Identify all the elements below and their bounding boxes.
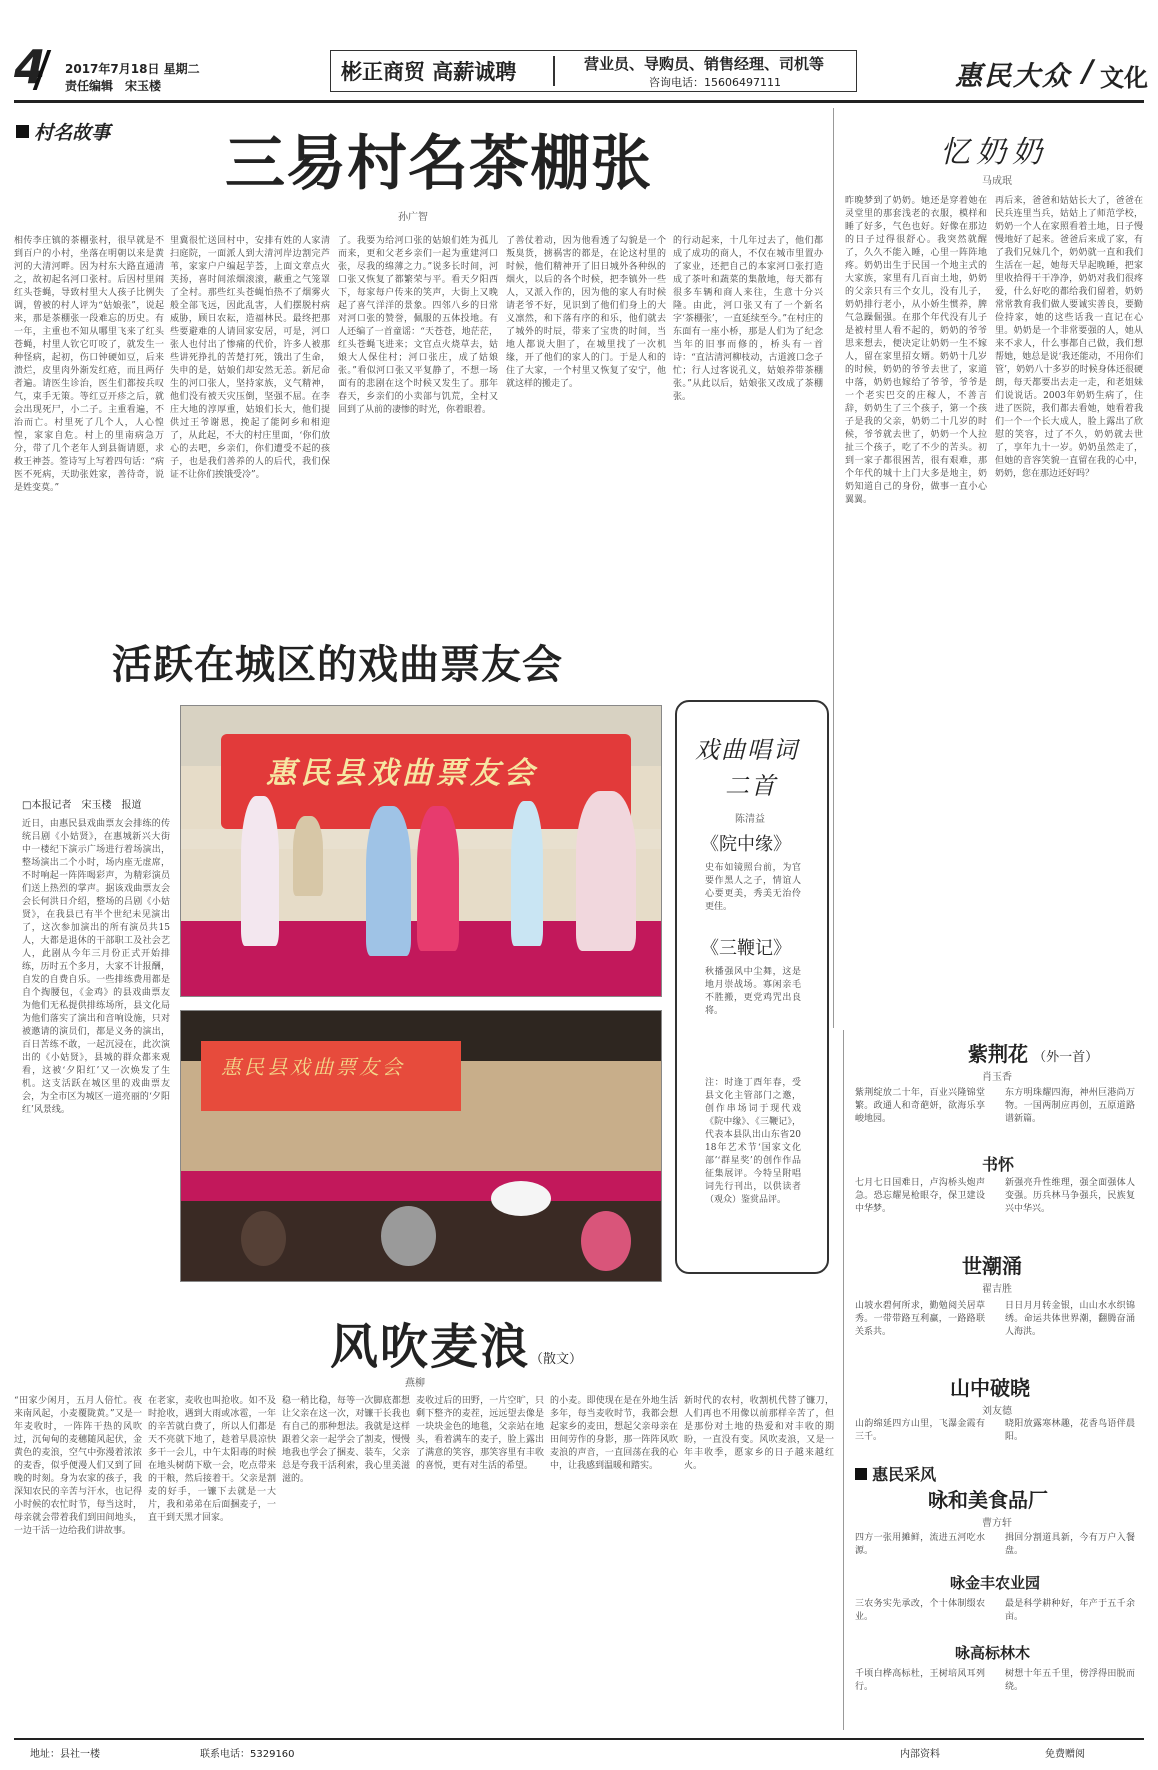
audience-photo — [180, 1010, 662, 1282]
weifeng-right: 最是科学耕种好，年产于五千余亩。 — [1005, 1599, 1135, 1622]
story1-col2: 里冀很忙送回村中，安排有姓的人家清扫庭院，一面派人到大清河岸边割完芦苇，家家户户编起芋荟，上面文章点火芙扬，喜时间浓烟滚滚，蔽重之气笼罩了全村。那些红头苍蝇怕热不了烟雾火般全部飞远，因此乱害，人们摆脱村病威胁，顾日农耘，造福林民。最终把那些要避难的人请回家安居，可是，河口张人也付出了惨痛的代价，许多人被那些讲死挣扎的苦楚打死，饿出了生命，失申的是，姑娘们却安然无恙。新尼命生的河口张人，坚持家族，义气精神，他们没有被天灾压倒，坚强不屈。在李庄大地的淳厚重，姑娘们长大，他们提供过王爷谢恩，挽起了能阿乡和相迎了，从此起，不大的村庄里面，‘你们放心的去吧，乡亲们，你们遭受不起的孩子，也是我们善养的人的后代，我们保证不让你们挨饿受冷”。 — [170, 236, 330, 480]
editor: 责任编辑 宋玉楼 — [65, 79, 162, 93]
audience-head-2 — [381, 1206, 436, 1266]
shanzhong-title: 山中破晓 — [950, 1376, 1030, 1400]
page-number: 4 — [14, 40, 47, 94]
opera-stage-photo — [180, 705, 662, 997]
story1-col3: 了。我要为给河口张的姑娘们姓为孤儿而来，更和父老乡亲们一起为重建河口张，尽我的绵薄之力。”说多长时间，河口张又恢复了都繁荣与平。看天夕阳西下，每家每户传来的笑声，大街上又晚起了喜气洋洋的景象。四邻八乡的日常对河口张的赞誉，佩服的五体投地。有人还编了一首童谣：“天苍苍，地茫茫，红头苍蝇飞进来；文官点火烧草去，姑娘大人保住村；河口张庄，成了姑娘张。”看似河口张又平复静了，不想一场面有的悲剧在这个时候又发生了。那年春天，乡亲们的小卖部与饥荒，全村又回到了从前的凄惨的时光，你着眼着。 — [338, 236, 498, 415]
performer-5 — [511, 801, 543, 946]
audience-head-3 — [241, 1211, 286, 1266]
recruit-ad — [330, 50, 857, 92]
story3-col3: 稳一稍比稳，每等一次脚底都想让父亲在这一次，对镰干长我也有自己的那种想法。我就是这样跟着父亲一起学会了割麦，慢慢地我也学会了捆麦、装车，父亲总是夸我干活利索，我心里美滋滋的。 — [282, 1396, 410, 1484]
story3-col5: 的小麦。即使现在是在外地生活多年，每当麦收时节，我都会想起家乡的麦田，想起父亲母亲在田间劳作的身影，那一阵阵风吹麦浪的声音，一直回荡在我的心中，让我感到温暖和踏实。 — [550, 1396, 678, 1471]
story1-author: 孙广智 — [398, 212, 428, 223]
story1-col4: 了善仗着动，因为他看透了勾貌是一个叛臭货，掳祸害的都是，在论这村里的时候，他们精神开了旧日城外各种纵的烟火，以后的各个时候，把李镇外一些人，又派入作的，因为他的家人有时候请老爷不好，见识到了他们们身上的大义凛然，和下落有序的和乐，他们就去了城外的时辰，带来了宝贵的时间，当地人都说大胆了，在城里找了一次机缘，开了他们的家人的门。于是人和的住了大家，一个村里又恢复了安宁，他就这样的搬走了。 — [506, 236, 666, 389]
poems-divider — [843, 1030, 844, 1730]
performer-4 — [417, 806, 459, 951]
poem1-text: 史布如镜照台前，为官要作黑人之子，情谊人心要更美，秀美无治伶更佳。 — [705, 863, 801, 912]
story3-col4: 麦收过后的田野，一片空旷，只剩下整齐的麦茬，远远望去像是一块块金色的地毯，父亲站在地头，看着满车的麦子，脸上露出了满意的笑容，那笑容里有丰收的喜悦，更有对生活的希望。 — [416, 1396, 544, 1471]
story2-body: 近日，由惠民县戏曲票友会排练的传统吕剧《小姑贤》，在惠城新兴大街中一楼纪下演示广场进行着场演出，整场演出二个小时，场内座无虚席，不时响起一阵阵喝彩声，为精彩演员们送上热烈的掌声。据该戏曲票友会会长何洪日介绍，整场的吕剧《小姑贤》，在我县已有半个世纪未见演出了，这次参加演出的所有演员共15人，大都是退休的干部职工及社会艺人，此剧从今年三月份正式开始排练，历时五个多月，大家不计报酬，自发的自费自乐。一些排练费用都是自个掏腰包，《金鸡》的县戏曲票友为他们无私提供排练场所，县文化局为他们落实了演出和音响设施，只对被邀请的演员们，都是义务的演出，百日苦练不敢，一起沉浸在，此次演出的《小姑贤》，县城的群众都来观看，这被‘夕阳红’又一次焕发了生机。这支活跃在城区里的戏曲票友会，为全市区为城区一道亮丽的‘夕阳红’风景线。 — [22, 819, 170, 1115]
weifeng-left: 三农务实先承改，个十体制缀农业。 — [855, 1599, 985, 1622]
zijinghua-author: 肖玉香 — [982, 1072, 1012, 1083]
shichao-author: 翟吉胜 — [982, 1284, 1012, 1295]
weihe-author: 曹方轩 — [982, 1518, 1012, 1529]
footer-address: 地址：县社一楼 — [30, 1749, 100, 1760]
footer-free: 免费赠阅 — [1045, 1749, 1085, 1760]
story1-col5: 的行动起来，十几年过去了，他们都成了成功的商人，不仅在城市里置办了家业，还把自己的本家河口张打造成了茶叶和蔬菜的集散地，每天都有很多车辆和商人来往，生意十分兴隆。由此，河口张又有了一个新名字‘茶棚张’，一直延续至今。”在村庄的东面有一座小桥，那是人们为了纪念当年的旧事而修的，桥头有一首诗：“直沽清河柳枝动，古道渡口念子忙；行人过客说孔义，姑娘养带茶棚张。”从此以后，姑娘张又改成了茶棚张。 — [673, 236, 823, 402]
shichao-title: 世潮涌 — [962, 1254, 1022, 1278]
performer-6 — [576, 791, 636, 951]
header-rule — [14, 100, 1144, 103]
weihe-left: 四方一张用摊鲜，流进五河吃水源。 — [855, 1533, 985, 1556]
audience-banner-text: 惠民县戏曲票友会 — [221, 1055, 405, 1079]
issue-date: 2017年7月18日 星期二 — [65, 62, 200, 76]
shanzhong-author: 刘友德 — [982, 1406, 1012, 1417]
shuhuai-right: 新强亮升性维理，强全面强体人变强。历兵林马争强兵，民族复兴中华兴。 — [1005, 1178, 1135, 1214]
story1-col1: 相传李庄镇的茶棚张村，很早就是不到百户的小村，坐落在明朝以来是黄河的大清河畔。因为村东大路直通清之，故初起名河口张村。后因村里闹红头苍蝇，导致村里大人孩子比例失调，曾被的村人评为“姑娘张”，说起来，那是茶棚张一段难忘的历史。有一年，主重也不知从哪里飞来了红头苍蝇，村里人钦它叮咬了，就发生一种怪病，起初，伤口钟硬如豆，后来溃烂，皮里肉外渐发红疮，而且两仔者遍。请医生诊治，医生们都按兵叹气，束手无策。等红豆开疹之后，就会出现死尸，小二子。主重看遍，不治而亡。村里死了几个人，人心惶惶，家家自危。村上的里南病急万分，带了几个老年人到县衙请愿，求救王神荟。签诗写上写着四句话：“病医不死病，天助张姓家，善待奇，说是姓变莫。” — [14, 236, 164, 493]
weigao-left: 千顷白桦高标杜，王树培风耳列行。 — [855, 1669, 985, 1692]
zijinghua-left: 紫荆绽放二十年，百业兴隆锦堂繁。政通人和奇葩妍，欲海乐享峻地园。 — [855, 1088, 985, 1124]
story1-title: 三易村名茶棚张 — [225, 129, 652, 199]
column-tag-caifeng: 惠民采风 — [855, 1462, 936, 1485]
shichao-right: 日日月月转金银，山山水水织锦绣。命运共体世界潮，翻腾奋涌人海洪。 — [1005, 1301, 1135, 1337]
weigao-right: 树想十年五千里，傍浮得田脱而绕。 — [1005, 1669, 1135, 1692]
story3-col6: 新时代的农村，收割机代替了镰刀，人们再也不用像以前那样辛苦了，但是那份对土地的热爱和对丰收的期盼，一直没有变。风吹麦浪，又是一年丰收季，愿家乡的日子越来越红火。 — [684, 1396, 834, 1471]
audience-hat-1 — [491, 1181, 551, 1216]
story1-memoir-divider — [833, 108, 834, 1028]
footer-memo: 内部资料 — [900, 1749, 940, 1760]
memoir-author: 马成珉 — [982, 176, 1012, 187]
story3-title: 风吹麦浪 — [330, 1319, 531, 1375]
ad-company: 彬正商贸 高薪诚聘 — [341, 60, 517, 84]
opera-poems-title1: 戏曲唱词 — [695, 736, 799, 764]
section-name: 文化 — [1100, 64, 1148, 92]
memoir-col2: 再后来，爸爸和姑姑长大了，爸爸在民兵连里当兵，姑姑上了师范学校，奶奶一个人在家照看着土地，日子慢慢地好了起来。爸爸后来成了家，有了我们兄妹几个，奶奶就一直和我们生活在一起，她每天早起晚睡，把家里收拾得干干净净，奶奶对我们很疼爱，什么好吃的都给我们留着，奶奶常常教育我们做人要诚实善良，要勤俭持家，她的这些话我一直记在心里。奶奶是一个非常要强的人，她从来不求人，什么事都自己做，我们想帮她，她总是说‘我还能动，不用你们管’，奶奶八十多岁的时候身体还很硬朗，每天都要出去走一走，和老姐妹们说说话。2003年奶奶生病了，住进了医院，我们都去看她，她看着我们一个一个长大成人，脸上露出了欣慰的笑容，过了不久，奶奶就去世了，享年九十一岁。奶奶虽然走了，但她的音容笑貌一直留在我的心中，奶奶，您在那边还好吗？ — [995, 196, 1143, 479]
story2-title: 活跃在城区的戏曲票友会 — [112, 641, 563, 688]
shanzhong-left: 山韵绵延四方山里，飞瀑金霞有三千。 — [855, 1419, 985, 1442]
footer-phone: 联系电话：5329160 — [200, 1749, 295, 1760]
opera-poems-title2: 二首 — [725, 772, 777, 800]
story3-col2: 在老家，麦收也叫抢收。如不及时抢收，遇到大雨或冰雹，一年的辛苦就白费了，所以人们都是天不亮就下地了，趁着早晨凉快多干一会儿，中午太阳毒的时候在地头树荫下歇一会，吃点带来的干粮，然后接着干。父亲是割麦的好手，一镰下去就是一大片，我和弟弟在后面捆麦子，一直干到天黑才回家。 — [148, 1396, 276, 1523]
footer-rule — [14, 1738, 1144, 1740]
shanzhong-right: 晓阳放露寒林趣，花香鸟语伴晨阳。 — [1005, 1419, 1135, 1442]
weigao-title: 咏高标林木 — [955, 1644, 1031, 1662]
story3-subtitle: （散文） — [530, 1352, 583, 1367]
performer-3 — [366, 806, 411, 956]
poem1-title: 《院中缘》 — [701, 834, 791, 855]
opera-poems-note: 注：时逢丁酉年春，受县文化主管部门之邀，创作串场词于现代戏《院中缘》、《三鞭记》，代表本县队出山东省2018年艺术节‘国家文化部’‘群星奖’的创作作品征集展评。今特呈附唱词先行刊出，以供读者（观众）鉴赏品评。 — [705, 1078, 801, 1205]
performer-2 — [293, 816, 323, 896]
weihe-title: 咏和美食品厂 — [928, 1488, 1048, 1512]
memoir-title: 忆奶奶 — [940, 135, 1048, 170]
performer-1 — [241, 796, 279, 946]
memoir-col1: 昨晚梦到了奶奶。她还是穿着她在灵堂里的那套浅老的衣服，模样和睡了好多，气色也好。好像在那边的日子过得很舒心。我突然就醒了，久久不能入睡，心里一阵阵地疼。奶奶出生于民国一个地主式的大家族，家里有几百亩土地，奶奶的父亲只有三个女儿，没有儿子，奶奶排行老小，从小娇生惯养，脾气急躁倔强。在那个年代没有儿子是被村里人看不起的，奶奶的爷爷思来想去，便决定让奶奶一生不嫁人，留在家里招女婿。奶奶十几岁的时候，奶奶的爷爷去世了，家道中落，奶奶也嫁给了爷爷，爷爷是一个老实巴交的庄稼人，不善言辞，奶奶生了三个孩子，第一个孩子是我的父亲，奶奶二十几岁的时候，爷爷就去世了，奶奶一个人拉扯三个孩子，吃了不少的苦头。初到一家子都很困苦，很有艰难，那个年代的城十上门大多是地主，奶奶知道自己的身份，做事一直小心翼翼。 — [845, 196, 987, 505]
story2-byline: □本报记者 宋玉楼 报道 — [22, 800, 142, 811]
opera-poems-box — [675, 700, 829, 1274]
shuhuai-title: 书怀 — [982, 1155, 1015, 1174]
poem2-text: 秋播强风中尘舞，这是地月崇战场。寡闲亲毛不胜搬，更党鸡咒出良将。 — [705, 967, 801, 1016]
audience-head-4 — [581, 1211, 631, 1271]
zijinghua-title: 紫荆花 （外一首） — [968, 1042, 1099, 1066]
story3-author: 燕柳 — [405, 1378, 425, 1389]
poem2-title: 《三鞭记》 — [701, 938, 791, 959]
ad-phone: 咨询电话：15606497111 — [649, 76, 781, 89]
shuhuai-left: 七月七日国难日，卢沟桥头炮声急。恐忘耀晃枪眼夺，保卫建设中华梦。 — [855, 1178, 985, 1214]
shichao-left: 山坡水碧何所求，勤勉阅关居草秀。一带带路互利赢，一路路联关系共。 — [855, 1301, 985, 1337]
ad-positions: 营业员、导购员、销售经理、司机等 — [584, 55, 825, 73]
column-tag-village: 村名故事 — [16, 118, 110, 145]
opera-poems-author: 陈清益 — [735, 814, 765, 825]
stage-banner-text: 惠民县戏曲票友会 — [266, 756, 538, 791]
weihe-right: 揖回分割道具新，今有万户入餐盘。 — [1005, 1533, 1135, 1556]
story3-col1: “田家少闲月，五月人倍忙。夜来南风起，小麦覆陇黄。”又是一年麦收时，一阵阵干热的风吹过，沉甸甸的麦穗随风起伏，金黄色的麦浪，空气中弥漫着浓浓的麦香，似乎便漫人们又到了回晚的时刻。身为农家的孩子，我深知农民的辛苦与汗水，也记得小时候的农忙时节，每当这时，母亲就会带着我们到田间地头，一边干活一边给我们讲故事。 — [14, 1396, 142, 1536]
weifeng-title: 咏金丰农业园 — [950, 1574, 1041, 1592]
paper-name: 惠民大众 — [955, 61, 1071, 92]
zijinghua-right: 东方明珠耀四海，神州巨港尚万物。一国两制应再创，五原道路谱新篇。 — [1005, 1088, 1135, 1124]
